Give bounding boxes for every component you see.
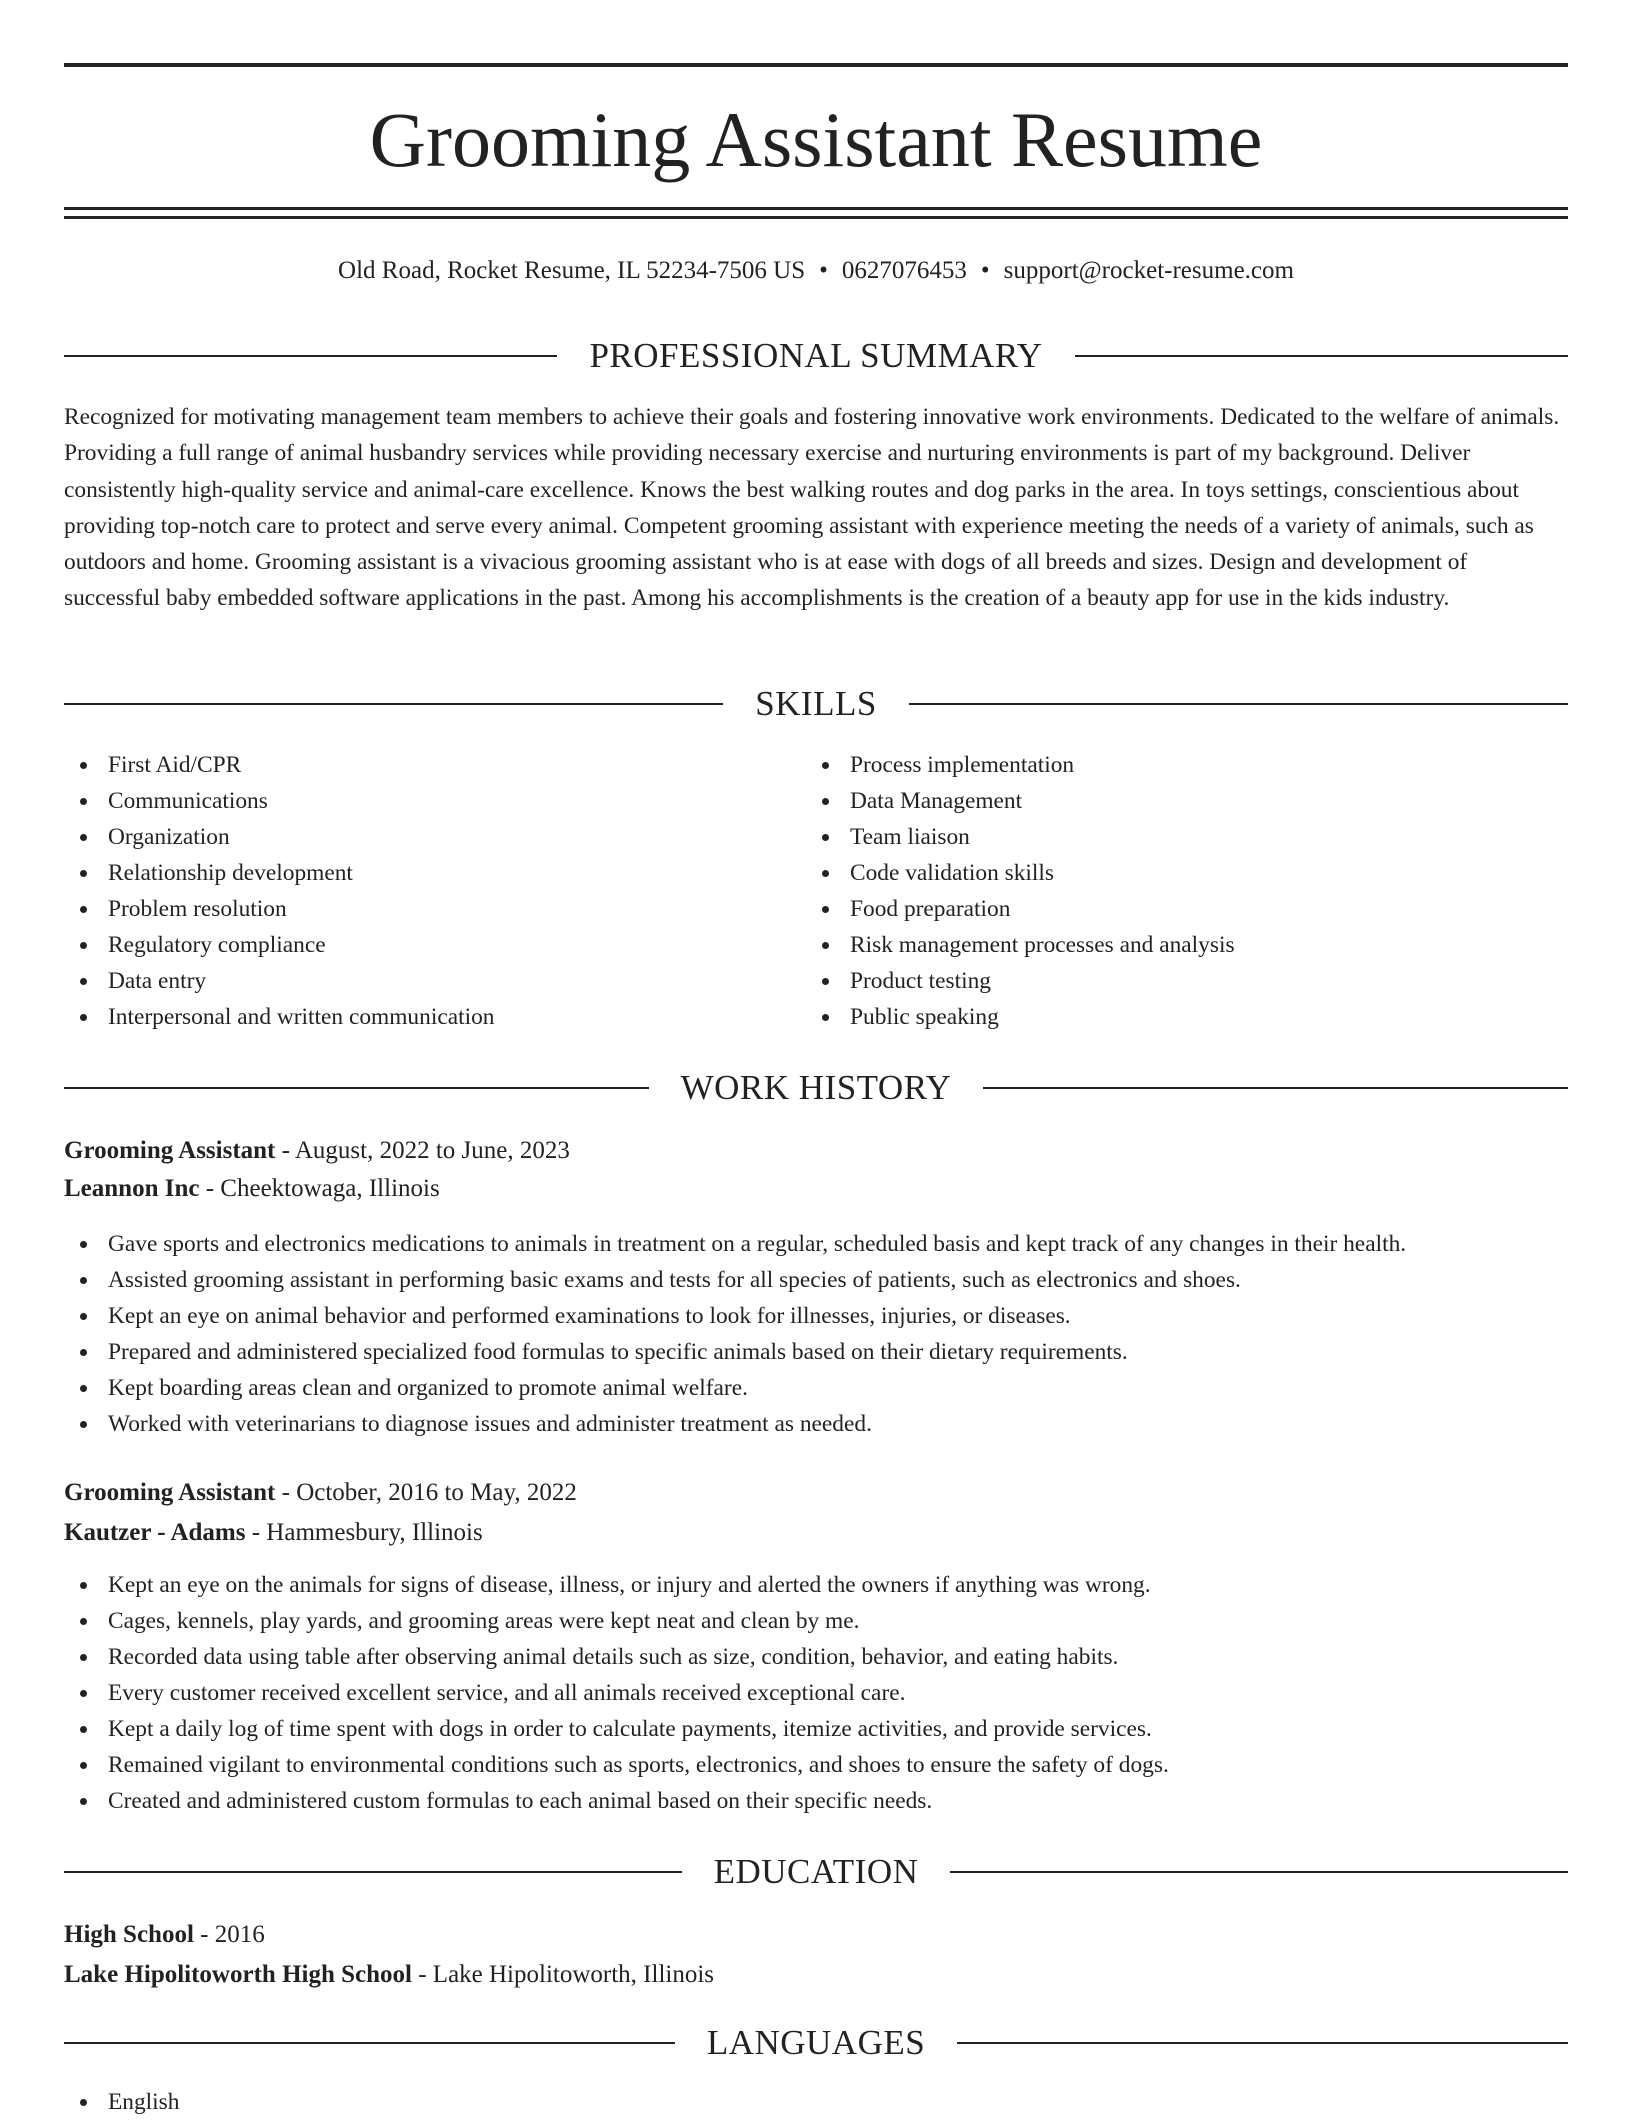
- section-heading-education: [64, 1850, 1568, 1894]
- contact-separator: •: [980, 257, 990, 284]
- job-bullet: Gave sports and electronics medications to animals in treatment on a regular, scheduled basis and kept track of any changes in their health.: [64, 1226, 1568, 1262]
- skill-item: Relationship development: [64, 855, 764, 891]
- title-rule-upper: [64, 207, 1568, 210]
- job-title-line: [64, 1474, 1568, 1512]
- education-degree-line: [64, 1916, 1568, 1954]
- heading-rule: [1075, 355, 1568, 357]
- heading-rule: [909, 703, 1568, 705]
- job-bullet: Worked with veterinarians to diagnose issues and administer treatment as needed.: [64, 1406, 1568, 1442]
- skill-item: Public speaking: [806, 999, 1506, 1035]
- job-bullets: [64, 1567, 1568, 1819]
- language-item: English: [64, 2084, 1568, 2120]
- summary-paragraph: Recognized for motivating management team members to achieve their goals and fostering innovative work environments. Dedicated to the welfare of animals. Providing a full range of animal husbandry services while providing necessary exercise and nurturing environments is part of my background. Deliver consistently high-quality service and animal-care excellence. Knows the best walking routes and dog parks in the area. In toys settings, conscientious about providing top-notch care to protect and serve every animal. Competent grooming assistant with experience meeting the needs of a variety of animals, such as outdoors and home. Grooming assistant is a vivacious grooming assistant who is at ease with dogs of all breeds and sizes. Design and development of successful baby embedded software applications in the past. Among his accomplishments is the creation of a beauty app for use in the kids industry.: [64, 404, 1560, 612]
- job-bullet: Kept a daily log of time spent with dogs in order to calculate payments, itemize activities, and provide services.: [64, 1711, 1568, 1747]
- contact-address: Old Road, Rocket Resume, IL 52234-7506 US: [338, 257, 806, 284]
- section-heading-languages: [64, 2021, 1568, 2065]
- heading-rule: [64, 2042, 675, 2044]
- contact-phone: 0627076453: [841, 257, 967, 284]
- section-title: SKILLS: [755, 684, 877, 723]
- skill-item: Product testing: [806, 963, 1506, 999]
- section-heading-skills: [64, 682, 1568, 726]
- job-company: Leannon Inc: [64, 1175, 200, 1202]
- skill-item: Code validation skills: [806, 855, 1506, 891]
- job-title-line: [64, 1132, 1568, 1170]
- job-bullets: [64, 1226, 1568, 1442]
- section-heading-summary: [64, 334, 1568, 378]
- heading-rule: [64, 355, 557, 357]
- skill-item: Data Management: [806, 783, 1506, 819]
- job-bullet: Kept an eye on the animals for signs of disease, illness, or injury and alerted the owners if anything was wrong.: [64, 1567, 1568, 1603]
- section-title: EDUCATION: [713, 1852, 919, 1891]
- job-bullet: Every customer received excellent service, and all animals received exceptional care.: [64, 1675, 1568, 1711]
- skills-column-left: [64, 747, 764, 1035]
- job-company-line: [64, 1170, 1568, 1208]
- job-bullet: Assisted grooming assistant in performing basic exams and tests for all species of patients, such as electronics and shoes.: [64, 1262, 1568, 1298]
- page-title: Grooming Assistant Resume: [369, 96, 1263, 183]
- languages-list: [64, 2084, 1568, 2120]
- job-location: - Hammesbury, Illinois: [245, 1519, 483, 1546]
- job-bullet: Kept an eye on animal behavior and performed examinations to look for illnesses, injuries, or diseases.: [64, 1298, 1568, 1334]
- skill-item: Interpersonal and written communication: [64, 999, 764, 1035]
- job-company-line: [64, 1514, 1568, 1552]
- skill-item: First Aid/CPR: [64, 747, 764, 783]
- job-bullet: Prepared and administered specialized food formulas to specific animals based on their dietary requirements.: [64, 1334, 1568, 1370]
- job-bullet: Remained vigilant to environmental conditions such as sports, electronics, and shoes to ensure the safety of dogs.: [64, 1747, 1568, 1783]
- heading-rule: [950, 1871, 1568, 1873]
- heading-rule: [64, 703, 723, 705]
- heading-rule: [64, 1871, 682, 1873]
- skill-item: Data entry: [64, 963, 764, 999]
- job-bullet: Recorded data using table after observing animal details such as size, condition, behavior, and eating habits.: [64, 1639, 1568, 1675]
- skill-item: Food preparation: [806, 891, 1506, 927]
- heading-rule: [64, 1087, 649, 1089]
- skill-item: Process implementation: [806, 747, 1506, 783]
- education-school-line: [64, 1956, 1568, 1994]
- education-degree: High School: [64, 1921, 194, 1948]
- education-school: Lake Hipolitoworth High School: [64, 1961, 412, 1988]
- title-rule-lower: [64, 216, 1568, 219]
- job-bullet: Cages, kennels, play yards, and grooming areas were kept neat and clean by me.: [64, 1603, 1568, 1639]
- education-location: - Lake Hipolitoworth, Illinois: [411, 1961, 715, 1988]
- job-bullet: Created and administered custom formulas to each animal based on their specific needs.: [64, 1783, 1568, 1819]
- skill-item: Team liaison: [806, 819, 1506, 855]
- job-title: Grooming Assistant: [64, 1479, 276, 1506]
- skills-column-right: [806, 747, 1506, 1035]
- education-year: - 2016: [193, 1921, 265, 1948]
- skill-item: Communications: [64, 783, 764, 819]
- section-heading-work: [64, 1066, 1568, 1110]
- top-rule: [64, 63, 1568, 67]
- skill-item: Risk management processes and analysis: [806, 927, 1506, 963]
- contact-separator: •: [819, 257, 828, 284]
- job-dates: - October, 2016 to May, 2022: [275, 1479, 577, 1506]
- contact-line: [64, 253, 1568, 289]
- job-location: - Cheektowaga, Illinois: [199, 1175, 440, 1202]
- job-title: Grooming Assistant: [64, 1137, 276, 1164]
- heading-rule: [957, 2042, 1568, 2044]
- job-bullet: Kept boarding areas clean and organized to promote animal welfare.: [64, 1370, 1568, 1406]
- section-title: WORK HISTORY: [680, 1068, 952, 1107]
- skill-item: Regulatory compliance: [64, 927, 764, 963]
- contact-email: support@rocket-resume.com: [1003, 257, 1294, 284]
- section-title: LANGUAGES: [706, 2023, 926, 2062]
- heading-rule: [983, 1087, 1568, 1089]
- skill-item: Organization: [64, 819, 764, 855]
- job-dates: - August, 2022 to June, 2023: [275, 1137, 570, 1164]
- section-title: PROFESSIONAL SUMMARY: [589, 336, 1043, 375]
- job-company: Kautzer - Adams: [64, 1519, 246, 1546]
- skill-item: Problem resolution: [64, 891, 764, 927]
